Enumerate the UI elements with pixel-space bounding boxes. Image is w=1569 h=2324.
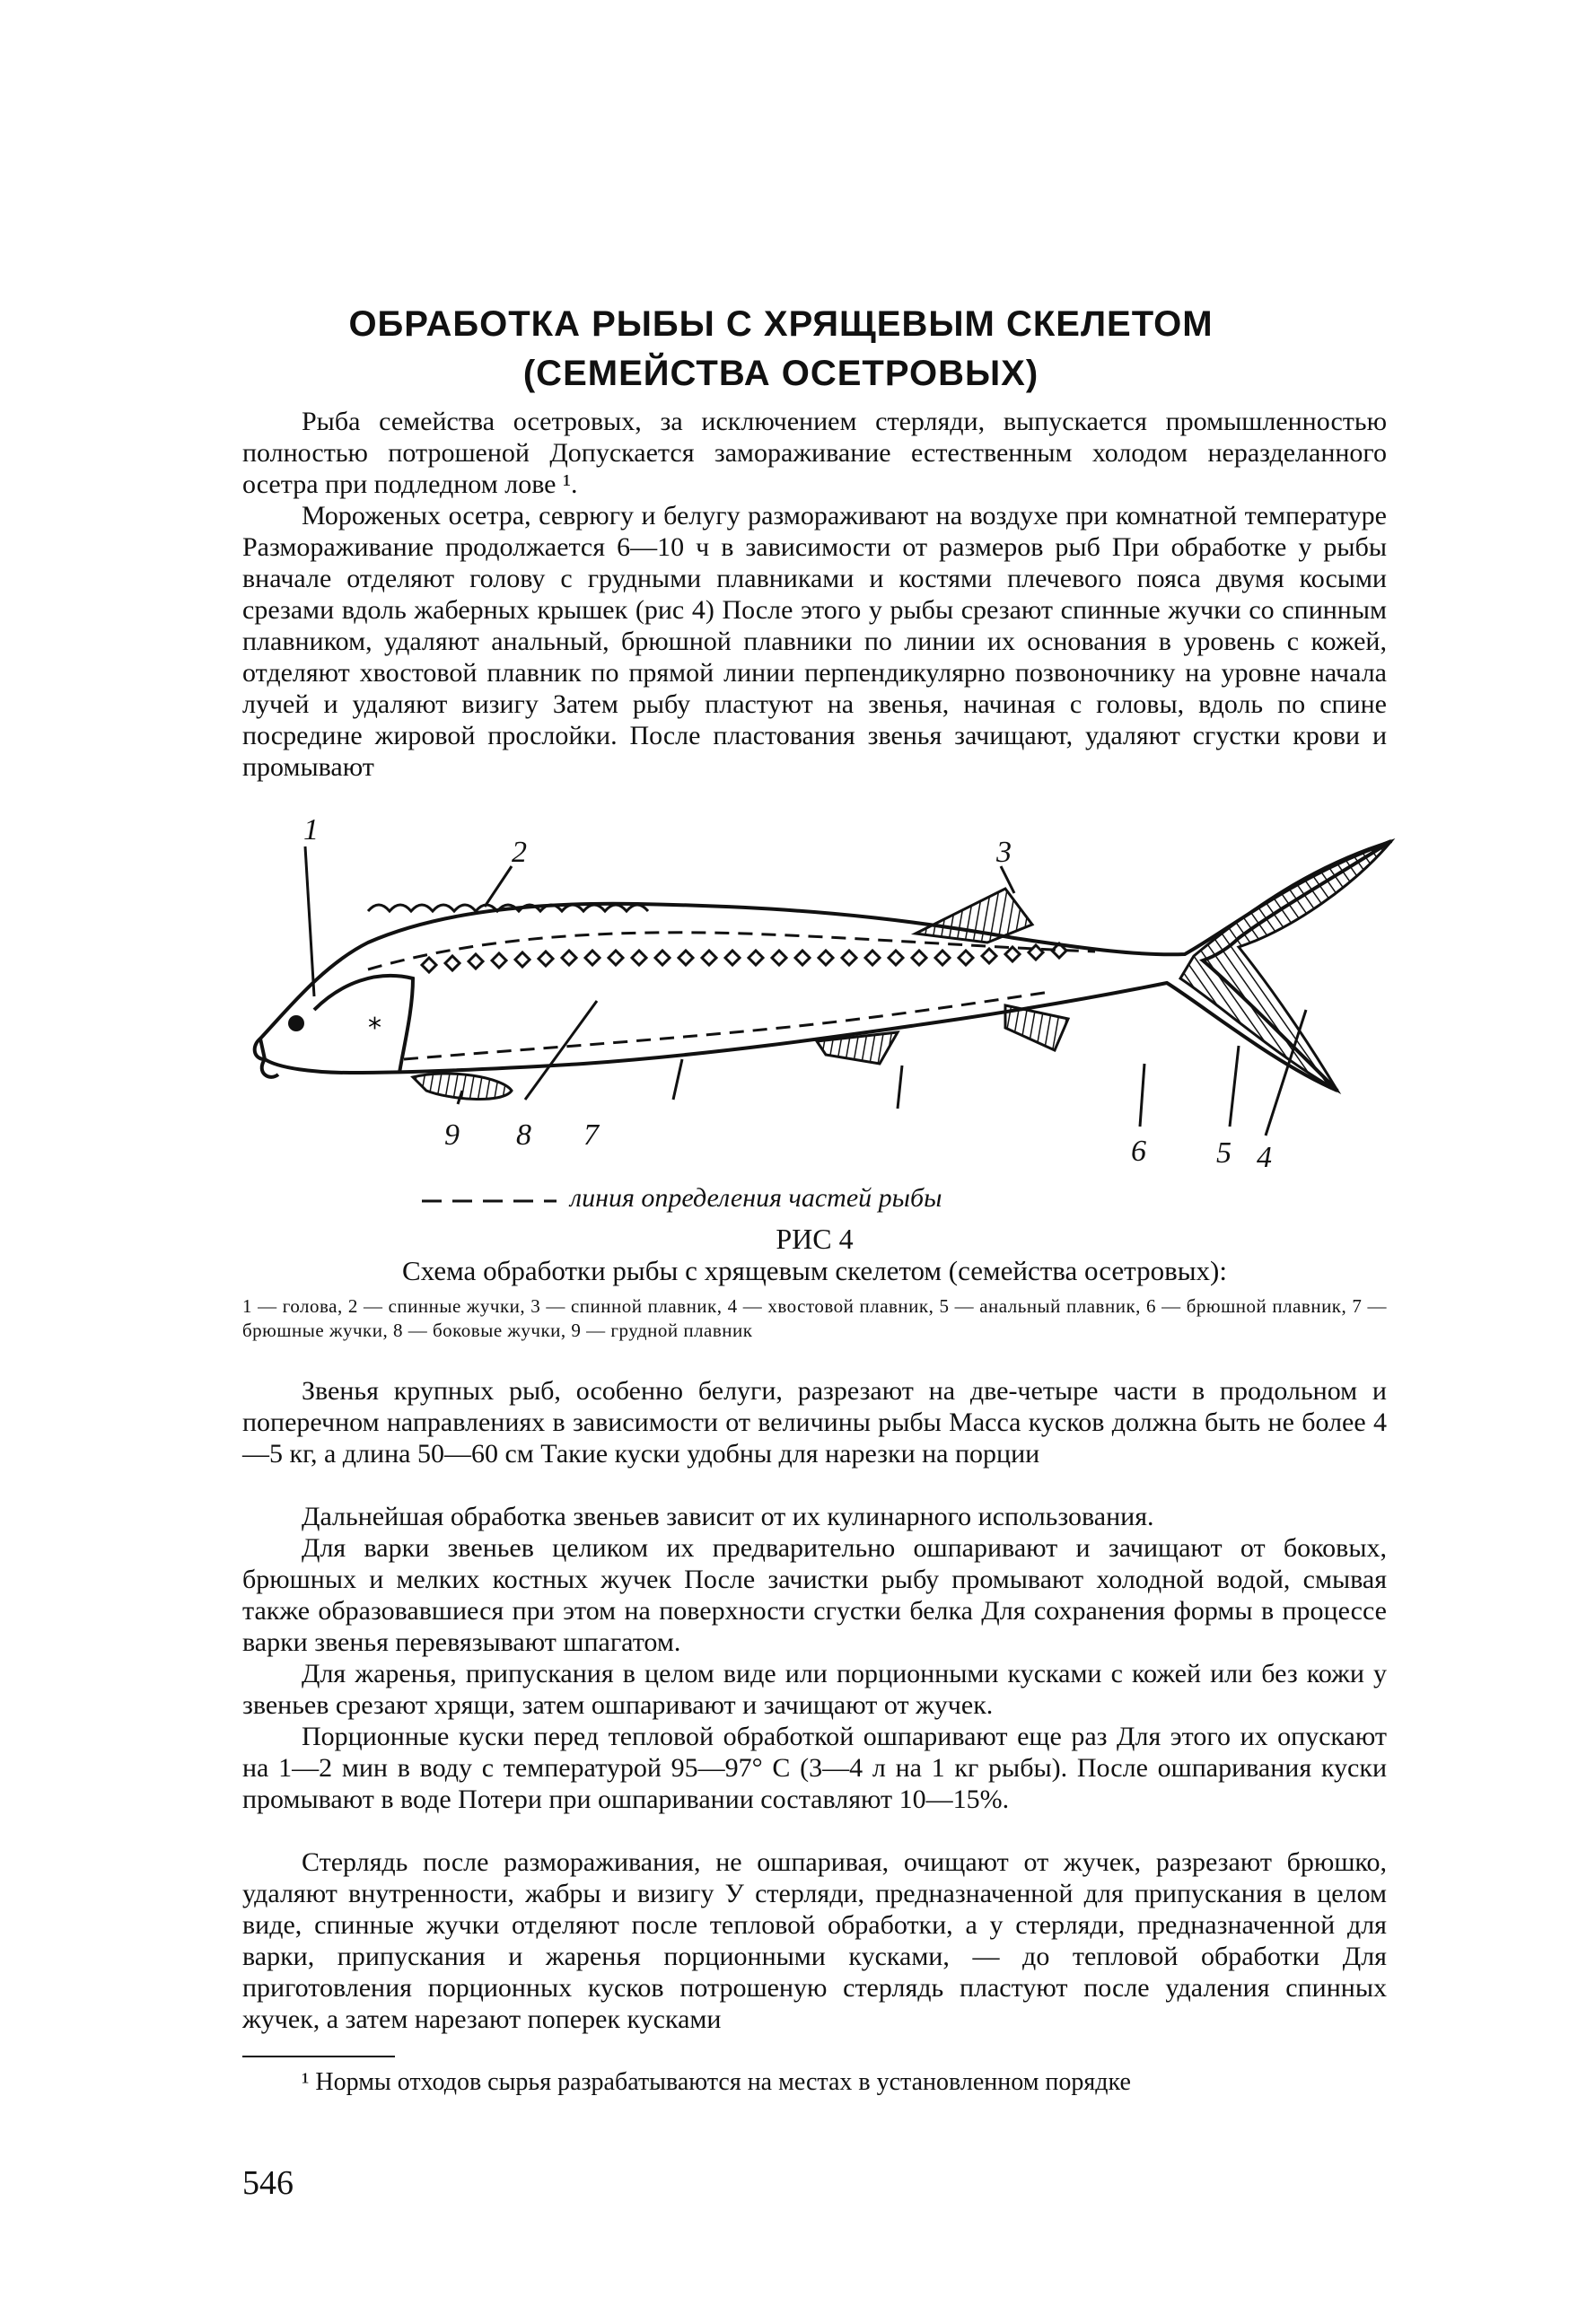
dorsal-fin	[916, 889, 1032, 943]
fish-diagram	[242, 803, 1400, 1180]
head-operculum	[314, 976, 413, 1073]
paragraph-further-processing: Дальнейшая обработка звеньев зависит от их кулинарного использования.	[302, 1502, 1154, 1531]
fig-label-7: 7	[583, 1118, 599, 1152]
fig-label-9: 9	[444, 1118, 460, 1152]
fig-label-8: 8	[516, 1118, 531, 1152]
figure-number: РИС 4	[776, 1223, 854, 1255]
paragraph-sterlet: Стерлядь после размораживания, не ошпаривая, очищают от жучек, разрезают брюшко, удаляют внутренности, жабры и визигу У стерляди, предназначенной для припускания в целом виде, спинные жучки отделяют после тепловой обработки, а у стерляди, предназначенной для варки, припускания и жаренья порционными кусками, — до тепловой обработки Для приготовления порционных кусков потрошеную стерлядь пластуют после удаления спинных жучек, а затем нарезают поперек кусками	[242, 1847, 1387, 2034]
anal-fin	[1005, 1005, 1068, 1050]
svg-text:*: *	[368, 1013, 381, 1044]
figure-legend: 1 — голова, 2 — спинные жучки, 3 — спинной плавник, 4 — хвостовой плавник, 5 — анальный плавник, 6 — брюшной плавник, 7 — брюшные жучки, 8 — боковые жучки, 9 — грудной плавник	[242, 1295, 1387, 1341]
paragraph-portions: Порционные куски перед тепловой обработкой ошпаривают еще раз Для этого их опускают на 1—2 мин в воду с температурой 95—97° С (3—4 л на 1 кг рыбы). После ошпаривания куски промывают в воде Потери при ошпаривании составляют 10—15%.	[242, 1722, 1387, 1814]
fig-label-5: 5	[1216, 1136, 1232, 1170]
page-number: 546	[242, 2164, 294, 2202]
footnote: ¹ Нормы отходов сырья разрабатываются на местах в установленном порядке	[302, 2068, 1131, 2096]
dashed-line-sample	[422, 1185, 557, 1217]
paragraph-cutting-links: Звенья крупных рыб, особенно белуги, разрезают на две-четыре части в продольном и поперечном направлениях в зависимости от величины рыбы Масса кусков должна быть не более 4—5 кг, а длина 50—60 см Такие куски удобны для нарезки на порции	[242, 1376, 1387, 1469]
fig-label-4: 4	[1257, 1141, 1272, 1174]
fig-label-6: 6	[1131, 1135, 1146, 1168]
paragraph-boiling: Для варки звеньев целиком их предварительно ошпаривают и зачищают от боковых, брюшных и мелких костных жучек После зачистки рыбу промывают холодной водой, смывая также образовавшиеся при этом на поверхности сгустки белка Для сохранения формы в процессе варки звенья перевязывают шпагатом.	[242, 1533, 1387, 1657]
page-title-line-2: (СЕМЕЙСТВА ОСЕТРОВЫХ)	[522, 354, 1039, 393]
paragraph-defrosting: Мороженых осетра, севрюгу и белугу размораживают на воздухе при комнатной температуре Размораживание продолжается 6—10 ч в зависимости от размеров рыб При обработке у рыбы вначале отделяют голову с грудными плавниками и костями плечевого пояса двумя косыми срезами вдоль жаберных крышек (рис 4) После этого у рыбы срезают спинные жучки со спинным плавником, удаляют анальный, брюшной плавники по линии их основания в уровень с кожей, отделяют хвостовой плавник по прямой линии перпендикулярно позвоночнику на уровне начала лучей и удаляют визигу Затем рыбу пластуют на звенья, начиная с головы, вдоль по спине посредине жировой прослойки. После пластования звенья зачищают, удаляют сгустки крови и промывают	[242, 501, 1387, 782]
pectoral-fin	[413, 1074, 512, 1099]
figure-caption: Схема обработки рыбы с хрящевым скелетом (семейства осетровых):	[401, 1255, 1227, 1286]
fish-eye	[288, 1015, 304, 1031]
cut-line-legend	[422, 1183, 1050, 1219]
paragraph-intro: Рыба семейства осетровых, за исключением стерляди, выпускается промышленностью полностью потрошеной Допускается замораживание естественным холодом неразделанного осетра при подледном лове ¹.	[242, 407, 1387, 499]
fig-label-3: 3	[996, 836, 1012, 869]
fig-label-2: 2	[512, 836, 527, 869]
fig-label-1: 1	[303, 813, 319, 846]
page-title-line-1: ОБРАБОТКА РЫБЫ С ХРЯЩЕВЫМ СКЕЛЕТОМ	[348, 304, 1214, 344]
lateral-scutes	[422, 943, 1066, 972]
footnote-divider	[242, 2056, 395, 2057]
cut-line-legend-text: линия определения частей рыбы	[570, 1183, 942, 1213]
paragraph-frying: Для жаренья, припускания в целом виде или порционными кусками с кожей или без кожи у звеньев срезают хрящи, затем ошпаривают и зачищают от жучек.	[242, 1659, 1387, 1720]
tail-fin	[1180, 841, 1391, 1091]
